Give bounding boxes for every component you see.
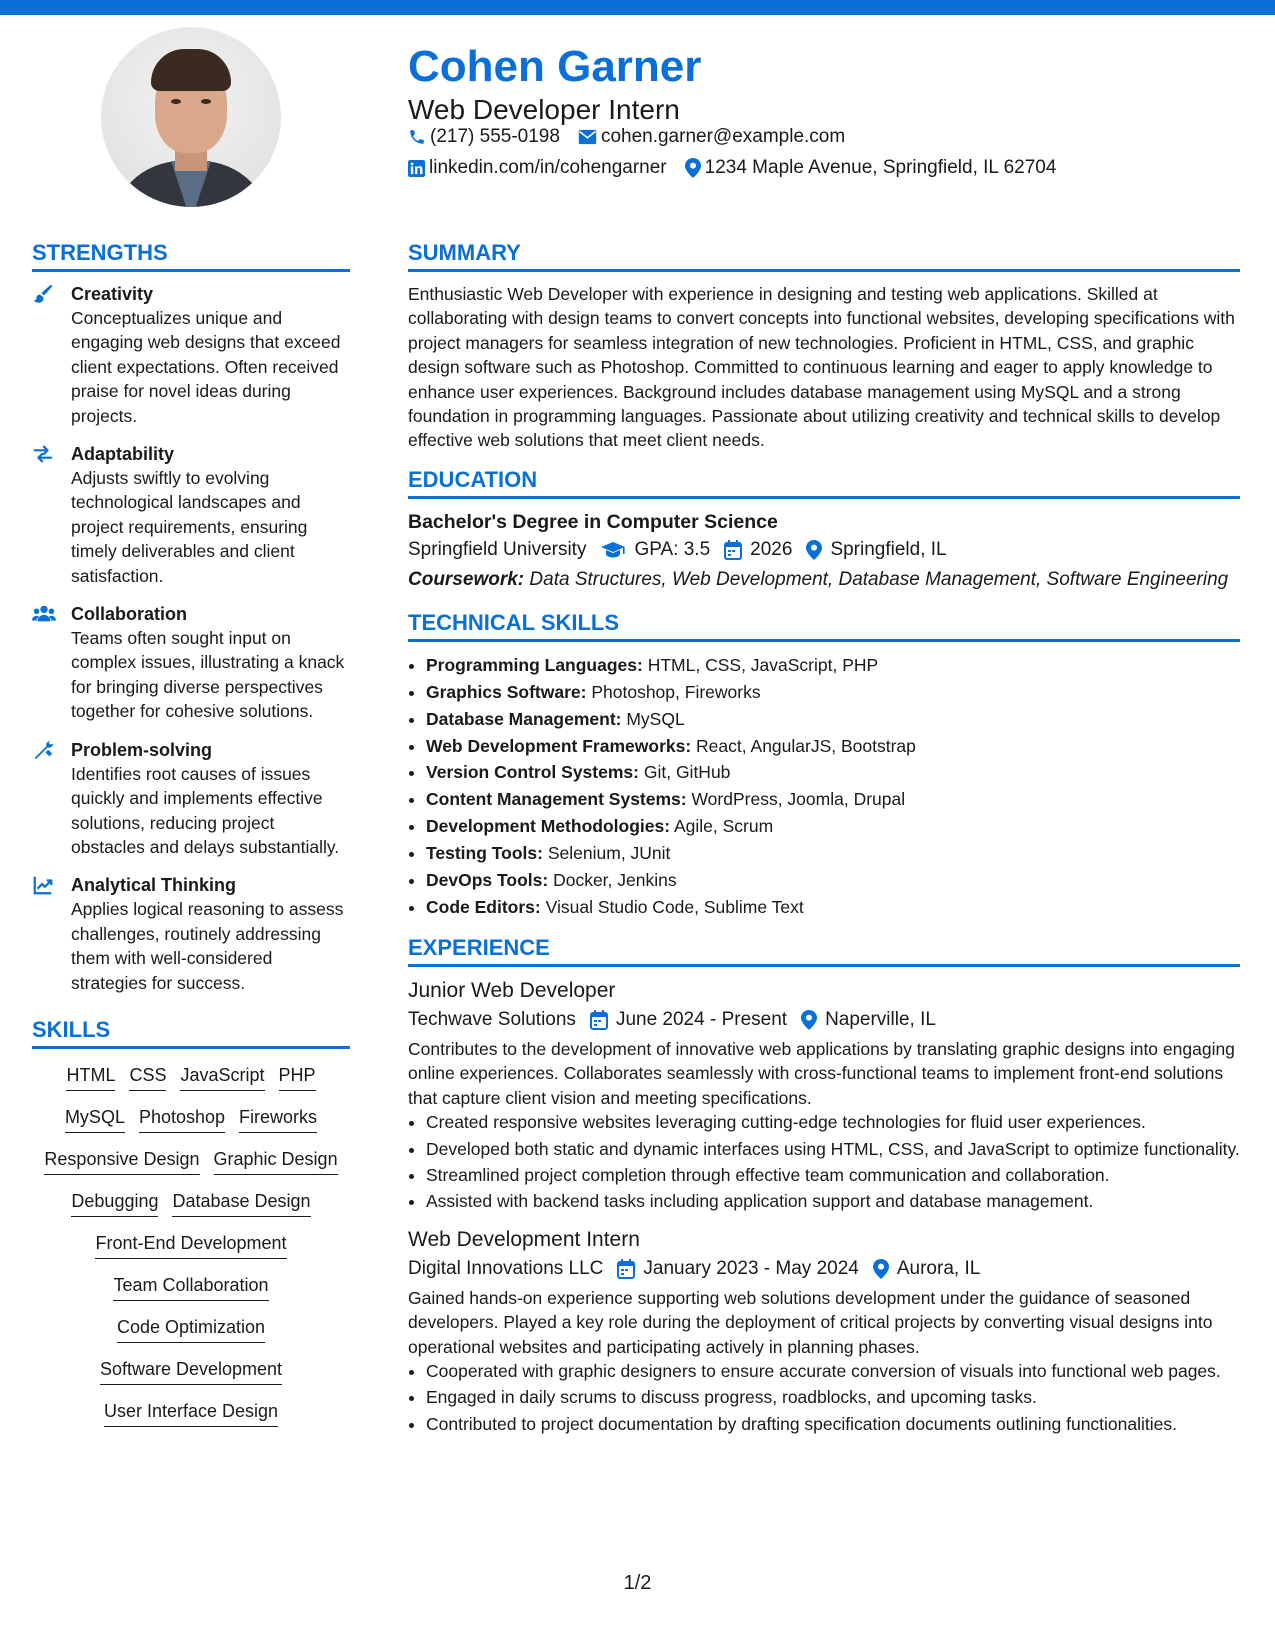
skill-tag: PHP <box>279 1063 316 1091</box>
job-meta <box>408 1005 1240 1035</box>
technical-skill-label: Graphics Software: <box>426 681 587 702</box>
technical-skill-item <box>426 733 1240 760</box>
skills-list <box>32 1063 350 1427</box>
skill-row <box>32 1231 350 1259</box>
education-title: EDUCATION <box>408 467 1240 499</box>
technical-skills-title: TECHNICAL SKILLS <box>408 610 1240 642</box>
email[interactable] <box>578 126 845 148</box>
skill-tag: Debugging <box>71 1189 158 1217</box>
technical-skills-list <box>408 652 1240 921</box>
candidate-title: Web Developer Intern <box>408 94 680 125</box>
job-meta <box>408 1254 1240 1284</box>
job-bullet: • Created responsive websites leveraging cutting-edge technologies for fluid user experiences. <box>426 1110 1240 1134</box>
skill-row <box>32 1189 350 1217</box>
contact-row-1 <box>408 126 863 148</box>
skill-row <box>32 1315 350 1343</box>
users-icon <box>32 603 54 625</box>
calendar-icon <box>617 1259 635 1279</box>
job-entry <box>408 1226 1240 1436</box>
strength-desc: Identifies root causes of issues quickly and implements effective solutions, reducing project obstacles and delays substantially. <box>71 763 340 857</box>
job-bullet: • Cooperated with graphic designers to ensure accurate conversion of visuals into functional web pages. <box>426 1359 1240 1383</box>
skill-tag: Graphic Design <box>214 1147 338 1175</box>
technical-skill-label: Web Development Frameworks: <box>426 735 692 756</box>
skills-title: SKILLS <box>32 1017 350 1049</box>
map-pin-icon <box>873 1259 889 1279</box>
technical-skill-label: Testing Tools: <box>426 843 543 864</box>
right-column <box>408 240 1240 1438</box>
gpa: GPA: 3.5 <box>634 538 711 560</box>
strength-desc: Adjusts swiftly to evolving technological landscapes and project requirements, ensuring timely deliverables and client satisfaction. <box>71 468 308 586</box>
strength-item <box>32 282 350 428</box>
arrows-exchange-icon <box>32 443 54 465</box>
map-pin-icon <box>801 1010 817 1030</box>
skill-tag: User Interface Design <box>104 1399 278 1427</box>
technical-skill-value: HTML, CSS, JavaScript, PHP <box>647 654 879 675</box>
skill-tag: Front-End Development <box>95 1231 286 1259</box>
skill-tag: HTML <box>66 1063 115 1091</box>
technical-skill-value: Agile, Scrum <box>673 816 774 837</box>
skill-row <box>32 1357 350 1385</box>
address <box>685 157 1057 179</box>
technical-skill-value: React, AngularJS, Bootstrap <box>696 735 916 756</box>
technical-skill-item <box>426 813 1240 840</box>
school: Springfield University <box>408 538 587 560</box>
left-column <box>32 240 350 1441</box>
skill-tag: Responsive Design <box>44 1147 199 1175</box>
technical-skill-label: Content Management Systems: <box>426 789 687 810</box>
strength-desc: Conceptualizes unique and engaging web designs that exceed client expectations. Often received praise for novel ideas during projects. <box>71 308 341 426</box>
graduation-year: 2026 <box>750 538 793 560</box>
calendar-icon <box>724 540 742 560</box>
summary-title: SUMMARY <box>408 240 1240 272</box>
technical-skill-item <box>426 652 1240 679</box>
technical-skill-value: MySQL <box>626 708 685 729</box>
linkedin-icon <box>408 160 425 177</box>
coursework-label: Coursework: <box>408 568 525 590</box>
skill-tag: Software Development <box>100 1357 282 1385</box>
skill-row <box>32 1063 350 1091</box>
job-bullets <box>408 1359 1240 1436</box>
skill-row <box>32 1399 350 1427</box>
strength-name: Collaboration <box>71 604 187 625</box>
top-accent-bar <box>0 0 1275 15</box>
skill-tag: JavaScript <box>180 1063 264 1091</box>
technical-skill-label: Programming Languages: <box>426 654 643 675</box>
technical-skill-label: Development Methodologies: <box>426 816 671 837</box>
phone-icon <box>408 128 426 146</box>
job-bullets <box>408 1110 1240 1214</box>
skill-tag: CSS <box>129 1063 166 1091</box>
job-company: Digital Innovations LLC <box>408 1257 604 1279</box>
technical-skill-label: Code Editors: <box>426 897 541 917</box>
strength-name: Creativity <box>71 284 154 304</box>
chart-line-icon <box>32 874 54 896</box>
technical-skill-value: WordPress, Joomla, Drupal <box>691 789 906 810</box>
technical-skill-item <box>426 706 1240 733</box>
technical-skill-label: Database Management: <box>426 708 622 729</box>
technical-skill-value: Docker, Jenkins <box>553 870 677 891</box>
job-bullet: • Streamlined project completion through effective team communication and collaboration. <box>426 1163 1240 1187</box>
tools-icon <box>32 739 54 761</box>
education-meta <box>408 535 1240 565</box>
strength-name: Analytical Thinking <box>71 875 237 896</box>
job-location: Naperville, IL <box>825 1008 936 1030</box>
technical-skill-item <box>426 894 1240 921</box>
job-role: Web Development Intern <box>408 1227 640 1251</box>
technical-skill-value: Visual Studio Code, Sublime Text <box>545 897 804 917</box>
skill-tag: Team Collaboration <box>113 1273 268 1301</box>
education-location: Springfield, IL <box>830 538 947 560</box>
strength-item <box>32 602 350 724</box>
skill-tag: MySQL <box>65 1105 125 1133</box>
technical-skill-item <box>426 840 1240 867</box>
skill-tag: Photoshop <box>139 1105 225 1133</box>
contact-row-2 <box>408 157 1074 179</box>
strengths-title: STRENGTHS <box>32 240 350 272</box>
linkedin[interactable] <box>408 157 667 179</box>
degree: Bachelor's Degree in Computer Science <box>408 510 778 533</box>
email-icon <box>578 129 597 145</box>
phone <box>408 126 560 148</box>
skill-tag: Fireworks <box>239 1105 317 1133</box>
strength-item <box>32 442 350 588</box>
email-text[interactable]: cohen.garner@example.com <box>600 126 846 147</box>
graduation-cap-icon <box>600 541 626 559</box>
skill-tag: Code Optimization <box>117 1315 265 1343</box>
job-bullet: • Contributed to project documentation by drafting specification documents outlining functionalities. <box>426 1412 1240 1436</box>
job-description: Contributes to the development of innovative web applications by translating graphic designs into engaging online experiences. Collaborates seamlessly with cross-functional teams to implement front-end solutions that capture client vision and meeting specifications. <box>408 1038 1235 1108</box>
jobs-list <box>408 977 1240 1436</box>
job-bullet: • Developed both static and dynamic interfaces using HTML, CSS, and JavaScript to optimize functionality. <box>426 1137 1240 1161</box>
coursework-text: Data Structures, Web Development, Database Management, Software Engineering <box>529 568 1229 590</box>
skill-row <box>32 1105 350 1133</box>
candidate-name: Cohen Garner <box>408 42 702 91</box>
technical-skill-item <box>426 867 1240 894</box>
technical-skill-item <box>426 786 1240 813</box>
summary-text: Enthusiastic Web Developer with experience in designing and testing web applications. Skilled at collaborating with design teams to convert concepts into functional websites, developing specifications with project managers for seamless integration of new technologies. Proficient in HTML, CSS, and graphic design software such as Photoshop. Committed to continuous learning and eager to apply knowledge to enhance user experiences. Background includes database management using MySQL and a strong foundation in programming languages. Passionate about utilizing creativity and technical skills to develop effective web solutions that meet client needs. <box>408 284 1235 451</box>
linkedin-text[interactable]: linkedin.com/in/cohengarner <box>429 157 667 178</box>
strength-name: Adaptability <box>71 444 175 465</box>
strength-desc: Teams often sought input on complex issues, illustrating a knack for bringing diverse perspectives together for cohesive solutions. <box>71 628 345 722</box>
job-bullet: • Engaged in daily scrums to discuss progress, roadblocks, and upcoming tasks. <box>426 1385 1240 1409</box>
job-dates: June 2024 - Present <box>615 1008 788 1030</box>
job-company: Techwave Solutions <box>408 1008 576 1030</box>
job-entry <box>408 977 1240 1214</box>
calendar-icon <box>590 1010 608 1030</box>
skill-row <box>32 1273 350 1301</box>
paintbrush-icon <box>32 283 54 305</box>
coursework <box>408 567 1240 592</box>
strength-item <box>32 873 350 995</box>
technical-skill-item <box>426 679 1240 706</box>
skill-row <box>32 1147 350 1175</box>
map-pin-icon <box>685 158 701 178</box>
experience-title: EXPERIENCE <box>408 935 1240 967</box>
phone-text: (217) 555-0198 <box>430 126 560 147</box>
job-location: Aurora, IL <box>896 1257 981 1279</box>
strengths-list <box>32 282 350 995</box>
job-description: Gained hands-on experience supporting web solutions development under the guidance of seasoned developers. Played a key role during the deployment of critical projects by converting visual designs into operational websites and participating actively in planning phases. <box>408 1287 1213 1357</box>
profile-photo <box>101 27 281 207</box>
technical-skill-value: Git, GitHub <box>643 762 731 783</box>
job-bullet: • Assisted with backend tasks including application support and database management. <box>426 1189 1240 1213</box>
address-text: 1234 Maple Avenue, Springfield, IL 62704 <box>704 157 1057 178</box>
job-role: Junior Web Developer <box>408 978 616 1002</box>
technical-skill-label: DevOps Tools: <box>426 870 549 891</box>
technical-skill-value: Selenium, JUnit <box>547 843 671 864</box>
strength-desc: Applies logical reasoning to assess challenges, routinely addressing them with well-considered strategies for success. <box>71 899 344 993</box>
job-dates: January 2023 - May 2024 <box>643 1257 859 1279</box>
map-pin-icon <box>806 540 822 560</box>
technical-skill-item <box>426 759 1240 786</box>
strength-item <box>32 738 350 860</box>
skill-tag: Database Design <box>172 1189 310 1217</box>
page-number: 1/2 <box>623 1572 652 1594</box>
strength-name: Problem-solving <box>71 739 213 760</box>
technical-skill-value: Photoshop, Fireworks <box>591 681 761 702</box>
technical-skill-label: Version Control Systems: <box>426 762 639 783</box>
